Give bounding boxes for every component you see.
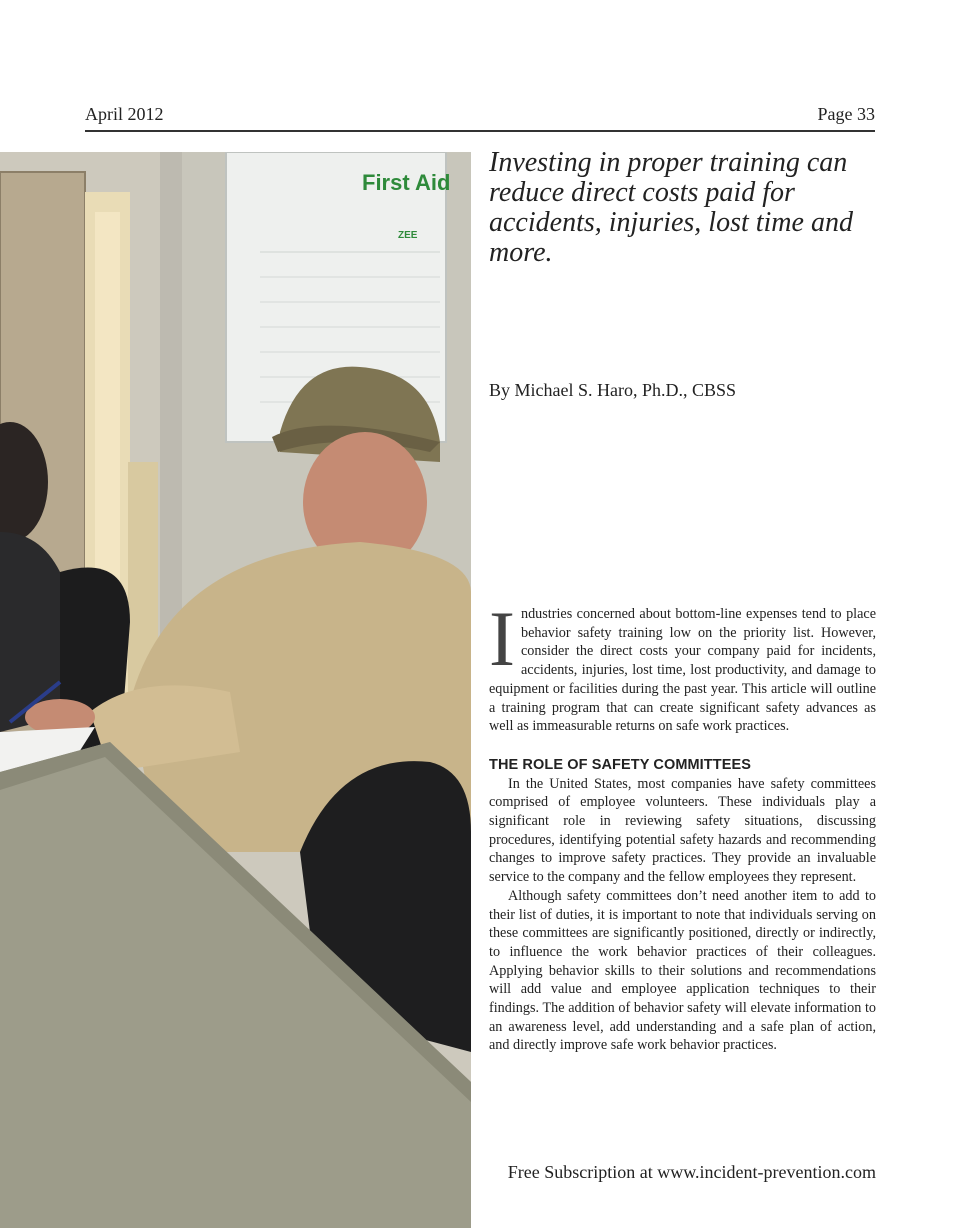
intro-text: ndustries concerned about bottom-line expenses tend to place behavior safety training low on the priority list. However, consider the direct costs your company paid for incidents, accidents, injuries, lost time, lost productivity, and damage to equipment or facilities during the past year. This article will outline a training program that can create significant safety advances as well as immeasurable returns on safe work practices. (489, 606, 876, 735)
paragraph-2: Although safety committees don’t need another item to add to their list of duties, it is important to note that individuals serving on these committees are significantly positioned, directly or indirectly, to influence the work behavior practices of their colleagues. Applying behavior skills to their solutions and recommendations will add value and employee application techniques to their findings. The addition of behavior safety will elevate information to an awareness level, add understanding and a safe plan of action, and directly improve safe work behavior practices. (489, 887, 876, 1054)
page-header (85, 104, 875, 132)
article-body (489, 595, 876, 1055)
photo-illustration (0, 152, 471, 1228)
issue-date: April 2012 (85, 104, 164, 124)
zee-logo: ZEE (398, 230, 418, 241)
pull-quote: Investing in proper training can reduce direct costs paid for accidents, injuries, lost time and more. (489, 147, 853, 268)
page-number: Page 33 (817, 104, 875, 124)
byline: By Michael S. Haro, Ph.D., CBSS (489, 380, 737, 400)
section-heading: THE ROLE OF SAFETY COMMITTEES (489, 756, 752, 773)
intro-paragraph (489, 595, 876, 736)
first-aid-sign: First Aid (362, 170, 451, 195)
drop-cap: I (489, 595, 515, 682)
subscription-footer: Free Subscription at www.incident-prevention.com (507, 1162, 876, 1182)
article-photo (0, 152, 471, 1228)
paragraph-1: In the United States, most companies have safety committees comprised of employee volunteers. These individuals play a significant role in reviewing safety situations, discussing procedures, identifying potential safety hazards and recommending changes to improve safety practices. They provide an invaluable service to the company and the fellow employees they represent. (489, 775, 876, 886)
